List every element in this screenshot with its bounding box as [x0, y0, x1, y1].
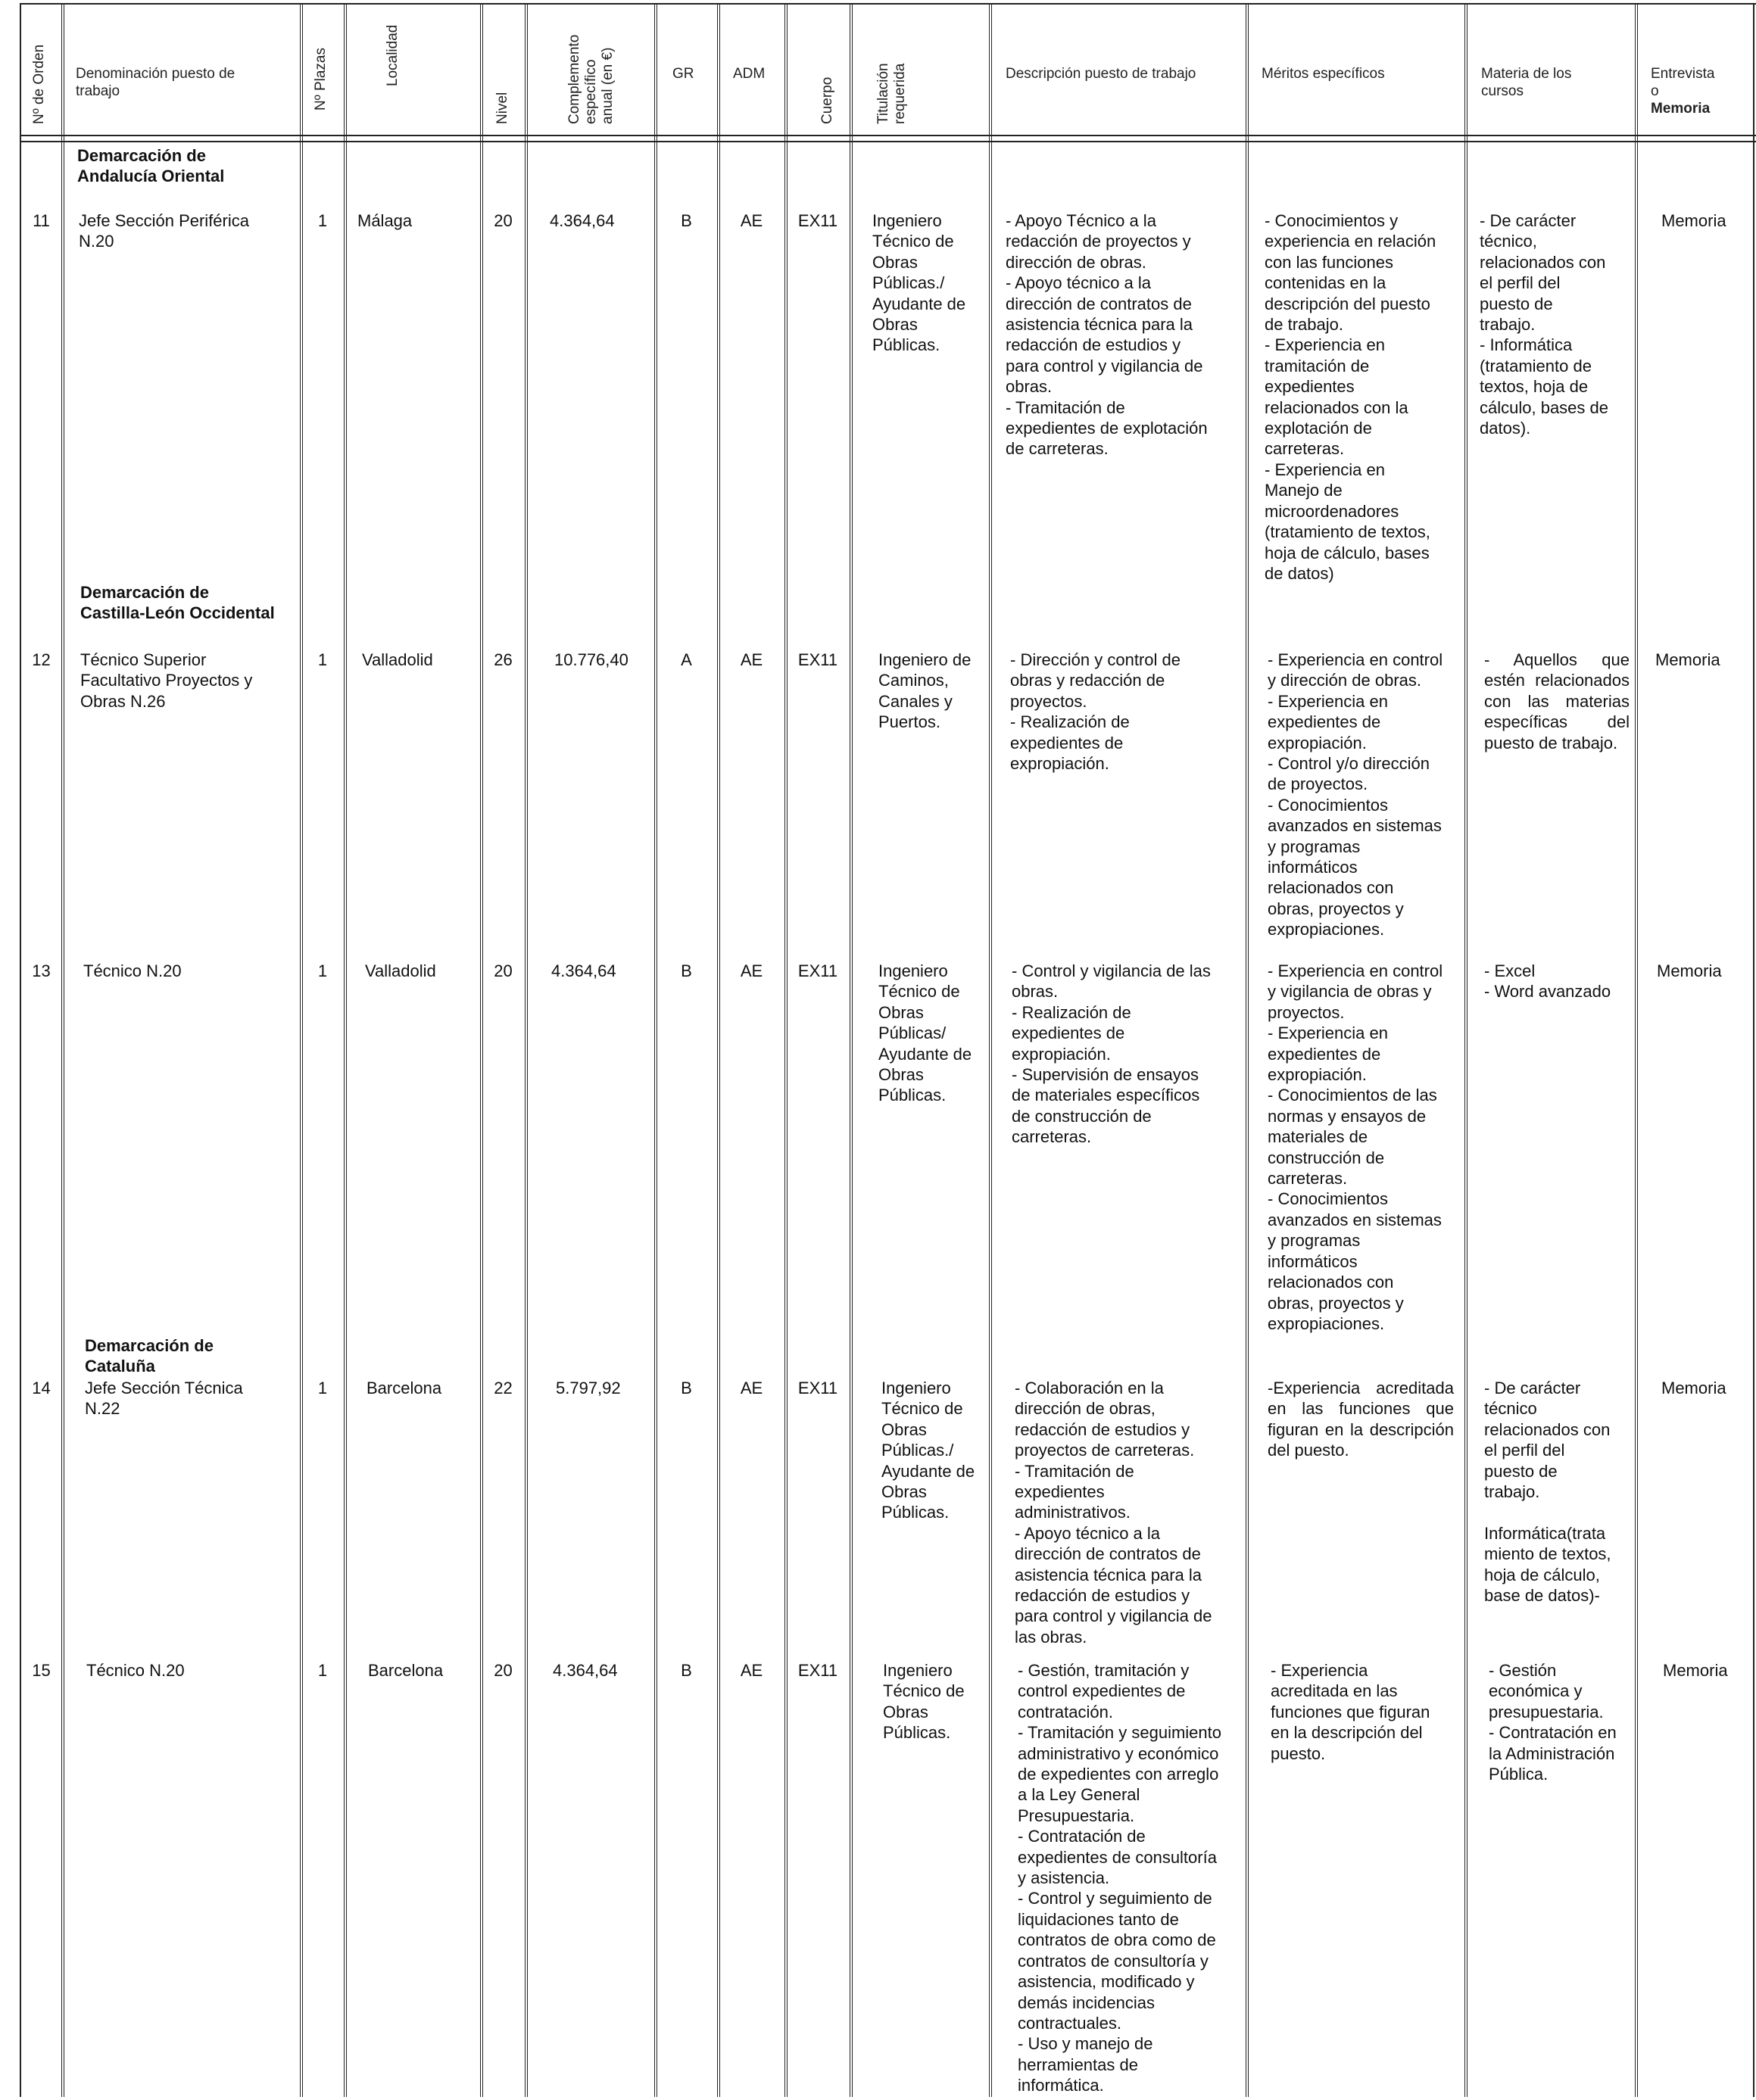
col-rule	[654, 5, 657, 2097]
col-rule	[300, 5, 303, 2097]
row-12-localidad: Valladolid	[362, 650, 433, 669]
row-11-orden: 11	[33, 211, 50, 230]
row-12-meritos: - Experiencia en control y dirección de obras. - Experiencia en expedientes de expropiación. - Control y/o dirección de proyectos. - Conocimientos avanzados en sistemas y programas informáticos relacionados con obras, proyectos y expropiaciones.	[1268, 650, 1443, 939]
col-rule	[480, 5, 483, 2097]
row-12-entrevista: Memoria	[1655, 650, 1720, 669]
job-table	[20, 3, 1756, 2097]
header-entrevista	[1651, 65, 1749, 117]
col-rule	[1753, 5, 1754, 2097]
row-15-titulacion: Ingeniero Técnico de Obras Públicas.	[883, 1661, 965, 1743]
row-15-nivel: 20	[494, 1661, 513, 1680]
row-15-adm: AE	[740, 1661, 763, 1680]
row-15-gr: B	[681, 1661, 692, 1680]
row-12-gr: A	[681, 650, 692, 669]
col-rule	[717, 5, 720, 2097]
header-materia: Materia de los cursos	[1481, 66, 1572, 99]
row-11-localidad: Málaga	[357, 211, 413, 230]
row-15-cuerpo: EX11	[797, 1661, 838, 1680]
header-denominacion: Denominación puesto de trabajo	[76, 66, 235, 99]
header-localidad: Localidad	[385, 24, 401, 86]
row-12-cuerpo: EX11	[797, 650, 838, 669]
header-gr: GR	[672, 66, 694, 82]
row-13-materia: - Excel - Word avanzado	[1484, 961, 1611, 1002]
row-15-meritos: - Experiencia acreditada en las funciones que figuran en la descripción del puesto.	[1271, 1661, 1430, 1763]
row-14-titulacion: Ingeniero Técnico de Obras Públicas./ Ayudante de Obras Públicas.	[881, 1379, 975, 1522]
header-rule	[20, 141, 1756, 142]
row-13-orden: 13	[32, 961, 51, 980]
header-complemento: Complemento específico anual (en €)	[566, 34, 616, 124]
row-13-adm: AE	[740, 961, 763, 980]
row-12-nivel: 26	[494, 650, 513, 669]
row-12-orden: 12	[32, 650, 51, 669]
row-11-gr: B	[681, 211, 692, 230]
row-13-complemento: 4.364,64	[551, 961, 616, 980]
row-13-descripcion: - Control y vigilancia de las obras. - Realización de expedientes de expropiación. - Supervisión de ensayos de materiales específicos de construcción de carreteras.	[1012, 961, 1211, 1147]
row-13-meritos: - Experiencia en control y vigilancia de obras y proyectos. - Experiencia en expedientes de expropiación. - Conocimientos de las normas y ensayos de materiales de construcción de carreteras. - Conocimientos avanzados en sistemas y programas informáticos relacionados con obras, proyectos y expropiaciones.	[1268, 961, 1443, 1333]
row-13-localidad: Valladolid	[365, 961, 436, 980]
row-14-adm: AE	[740, 1379, 763, 1397]
row-15-materia: - Gestión económica y presupuestaria. - Contratación en la Administración Pública.	[1489, 1661, 1617, 1784]
col-rule	[1464, 5, 1467, 2097]
row-11-descripcion: - Apoyo Técnico a la redacción de proyectos y dirección de obras. - Apoyo técnico a la dirección de contratos de asistencia técnica para la redacción de estudios y para control y vigilancia de obras. - Tramitación de expedientes de explotación de carreteras.	[1006, 211, 1208, 459]
header-orden: Nº de Orden	[31, 44, 47, 124]
header-nivel: Nivel	[494, 92, 510, 124]
row-12-descripcion: - Dirección y control de obras y redacción de proyectos. - Realización de expedientes de expropiación.	[1010, 650, 1181, 774]
section-heading: Demarcación de Andalucía Oriental	[77, 146, 225, 186]
row-14-plazas: 1	[317, 1379, 328, 1397]
row-11-denominacion: Jefe Sección Periférica N.20	[79, 211, 249, 251]
row-11-plazas: 1	[317, 211, 328, 230]
header-entrevista-memoria: Memoria	[1651, 101, 1711, 117]
col-rule	[1635, 5, 1638, 2097]
header-cuerpo: Cuerpo	[819, 76, 835, 124]
row-13-titulacion: Ingeniero Técnico de Obras Públicas/ Ayudante de Obras Públicas.	[878, 961, 972, 1105]
row-11-adm: AE	[740, 211, 763, 230]
row-11-entrevista: Memoria	[1661, 211, 1726, 230]
row-15-descripcion: - Gestión, tramitación y control expedientes de contratación. - Tramitación y seguimiento administrativo y económico de expedientes con arreglo a la Ley General Presupuestaria. - Contratación de expedientes de consultoría y asistencia. - Control y seguimiento de liquidaciones tanto de contratos de obra como de contratos de consultoría y asistencia, modificado y demás incidencias contractuales. - Uso y manejo de herramientas de informática.	[1018, 1661, 1221, 2095]
row-11-meritos: - Conocimientos y experiencia en relación con las funciones contenidas en la descripción del puesto de trabajo. - Experiencia en tramitación de expedientes relacionados con la explotación de carreteras. - Experiencia en Manejo de microordenadores (tratamiento de textos, hoja de cálculo, bases de datos)	[1265, 211, 1436, 583]
row-14-descripcion: - Colaboración en la dirección de obras, redacción de estudios y proyectos de carreteras. - Tramitación de expedientes administrativos. - Apoyo técnico a la dirección de contratos de asistencia técnica para la redacción de estudios y para control y vigilancia de las obras.	[1015, 1379, 1212, 1647]
row-15-entrevista: Memoria	[1663, 1661, 1728, 1680]
row-14-denominacion: Jefe Sección Técnica N.22	[85, 1379, 243, 1419]
row-12-adm: AE	[740, 650, 763, 669]
row-14-localidad: Barcelona	[366, 1379, 442, 1397]
row-11-materia: - De carácter técnico, relacionados con el perfil del puesto de trabajo. - Informática (tratamiento de textos, hoja de cálculo, bases de datos).	[1480, 211, 1608, 438]
row-12-materia: - Aquellos que estén relacionados con las materias específicas del puesto de trabajo.	[1484, 650, 1630, 752]
header-meritos: Méritos específicos	[1262, 66, 1385, 82]
col-rule	[850, 5, 853, 2097]
header-rule	[20, 135, 1756, 136]
row-14-orden: 14	[32, 1379, 51, 1397]
row-14-materia: - De carácter técnico relacionados con el perfil del puesto de trabajo. Informática(trata miento de textos, hoja de cálculo, base de datos)-	[1484, 1379, 1611, 1606]
row-14-gr: B	[681, 1379, 692, 1397]
row-15-plazas: 1	[317, 1661, 328, 1680]
col-rule	[784, 5, 788, 2097]
row-13-entrevista: Memoria	[1657, 961, 1722, 980]
header-entrevista-label: Entrevista o	[1651, 66, 1715, 99]
row-12-plazas: 1	[317, 650, 328, 669]
row-13-cuerpo: EX11	[797, 961, 838, 980]
row-12-denominacion: Técnico Superior Facultativo Proyectos y Obras N.26	[80, 650, 253, 711]
row-14-nivel: 22	[494, 1379, 513, 1397]
row-13-plazas: 1	[317, 961, 328, 980]
row-12-complemento: 10.776,40	[554, 650, 628, 669]
row-11-titulacion: Ingeniero Técnico de Obras Públicas./ Ayudante de Obras Públicas.	[872, 211, 966, 355]
row-11-nivel: 20	[494, 211, 513, 230]
col-rule	[1246, 5, 1249, 2097]
row-15-orden: 15	[32, 1661, 51, 1680]
row-11-complemento: 4.364,64	[550, 211, 615, 230]
col-rule	[344, 5, 347, 2097]
row-11-cuerpo: EX11	[797, 211, 838, 230]
row-14-cuerpo: EX11	[797, 1379, 838, 1397]
row-13-denominacion: Técnico N.20	[83, 961, 182, 980]
row-15-complemento: 4.364,64	[553, 1661, 618, 1680]
row-15-localidad: Barcelona	[368, 1661, 444, 1680]
row-12-titulacion: Ingeniero de Caminos, Canales y Puertos.	[878, 650, 972, 732]
row-14-entrevista: Memoria	[1661, 1379, 1726, 1397]
row-13-nivel: 20	[494, 961, 513, 980]
col-rule	[525, 5, 528, 2097]
header-plazas: Nº Plazas	[313, 48, 329, 111]
col-rule	[61, 5, 64, 2097]
header-titulacion: Titulación requerida	[875, 63, 908, 124]
col-rule	[20, 5, 21, 2097]
row-15-denominacion: Técnico N.20	[86, 1661, 185, 1680]
col-rule	[989, 5, 992, 2097]
row-14-complemento: 5.797,92	[556, 1379, 621, 1397]
header-adm: ADM	[733, 66, 766, 82]
header-descripcion: Descripción puesto de trabajo	[1006, 66, 1196, 82]
row-14-meritos: -Experiencia acreditada en las funciones que figuran en la descripción del puesto.	[1268, 1379, 1454, 1460]
section-heading: Demarcación de Cataluña	[85, 1336, 214, 1376]
section-heading: Demarcación de Castilla-León Occidental	[80, 583, 275, 623]
row-13-gr: B	[681, 961, 692, 980]
